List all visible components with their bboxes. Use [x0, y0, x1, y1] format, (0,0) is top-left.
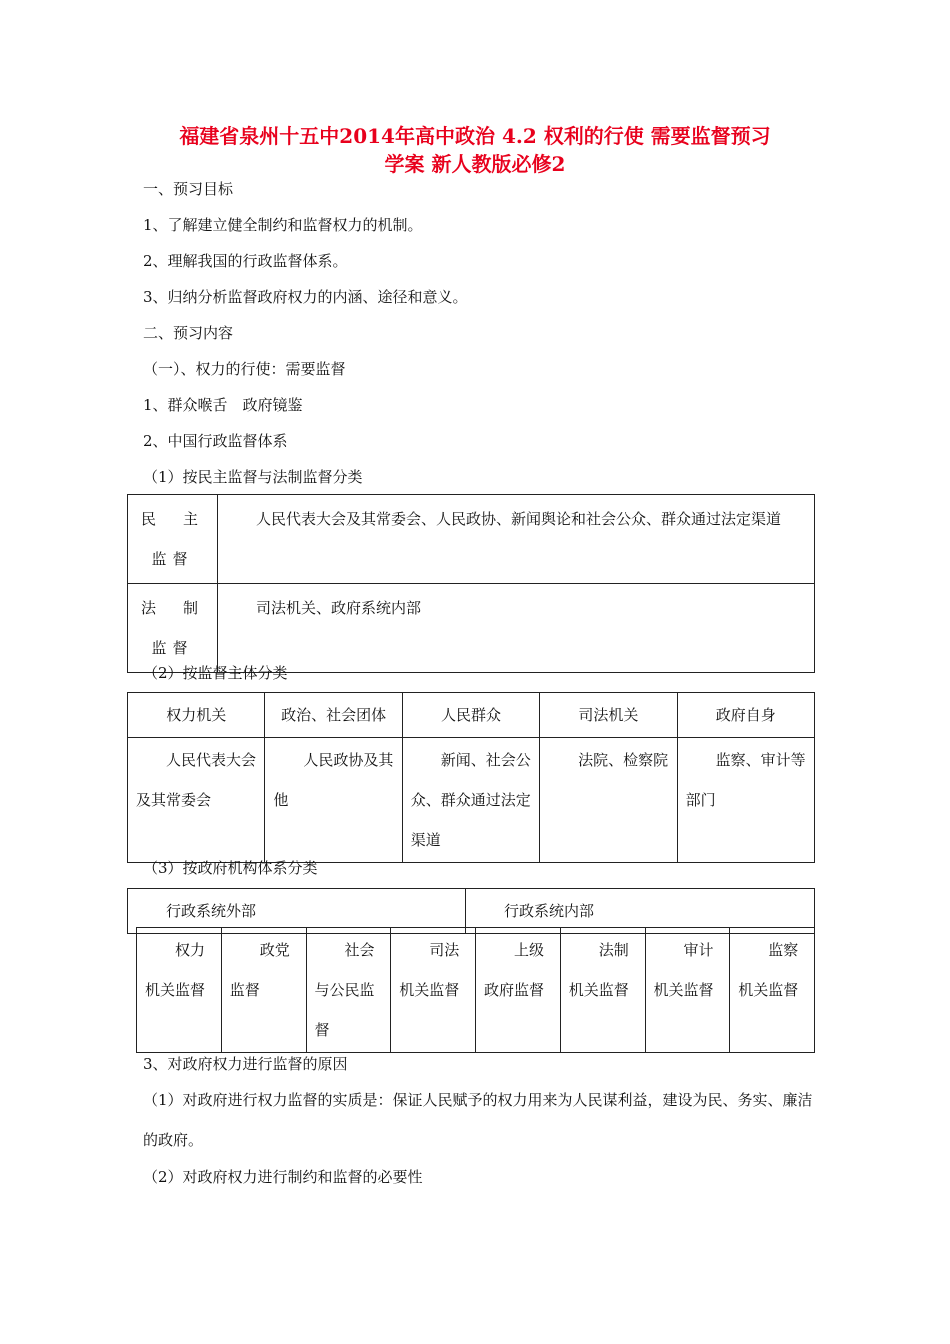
column-header: 政府自身 [677, 693, 814, 738]
column-header: 司法机关 [540, 693, 677, 738]
column-header: 权力机关 [128, 693, 265, 738]
table-row [128, 738, 815, 863]
table-cell: 社会与公民监督 [306, 928, 391, 1053]
table-row [137, 928, 815, 1053]
table-cell: 法院、检察院 [540, 738, 677, 863]
document-title-line2: 学案 新人教版必修2 [384, 152, 566, 176]
table-row [128, 584, 815, 673]
table-democratic-legal [127, 494, 815, 673]
table-system-bodies [136, 927, 815, 1053]
reason-2: （2）对政府权力进行制约和监督的必要性 [143, 1168, 423, 1186]
category-3-label: （3）按政府机构体系分类 [143, 859, 318, 877]
table-supervision-subjects [127, 692, 815, 863]
column-header: 政治、社会团体 [265, 693, 402, 738]
table-cell: 人民政协及其他 [265, 738, 402, 863]
table-row [128, 495, 815, 584]
table-cell: 法制机关监督 [560, 928, 645, 1053]
table-header-row [128, 693, 815, 738]
column-header: 行政系统内部 [466, 889, 815, 934]
table-cell: 司法机关监督 [391, 928, 476, 1053]
row-label: 法 制监督 [128, 584, 218, 673]
section-heading-content: 二、预习内容 [143, 324, 234, 342]
subheading-power-use: （一）、权力的行使：需要监督 [143, 360, 346, 378]
table-cell: 新闻、社会公众、群众通过法定渠道 [402, 738, 539, 863]
goal-item-1: 1、了解建立健全制约和监督权力的机制。 [143, 216, 423, 234]
table-cell: 监察、审计等部门 [677, 738, 814, 863]
point-2: 2、中国行政监督体系 [143, 432, 288, 450]
column-header: 人民群众 [402, 693, 539, 738]
column-header: 行政系统外部 [128, 889, 466, 934]
goal-item-2: 2、理解我国的行政监督体系。 [143, 252, 348, 270]
document-title-line1: 福建省泉州十五中2014年高中政治 4.2 权利的行使 需要监督预习 [179, 124, 771, 148]
table-cell: 政党监督 [221, 928, 306, 1053]
goal-item-3: 3、归纳分析监督政府权力的内涵、途径和意义。 [143, 288, 468, 306]
point-3: 3、对政府权力进行监督的原因 [143, 1055, 348, 1073]
section-heading-goals: 一、预习目标 [143, 180, 234, 198]
row-content: 人民代表大会及其常委会、人民政协、新闻舆论和社会公众、群众通过法定渠道 [218, 495, 815, 584]
category-2-label: （2）按监督主体分类 [143, 664, 288, 682]
table-cell: 上级政府监督 [476, 928, 561, 1053]
point-1: 1、群众喉舌 政府镜鉴 [143, 396, 303, 414]
row-content: 司法机关、政府系统内部 [218, 584, 815, 673]
table-cell: 权力机关监督 [137, 928, 222, 1053]
category-1-label: （1）按民主监督与法制监督分类 [143, 468, 363, 486]
table-cell: 审计机关监督 [645, 928, 730, 1053]
table-cell: 监察机关监督 [730, 928, 815, 1053]
row-label: 民 主监督 [128, 495, 218, 584]
table-cell: 人民代表大会及其常委会 [128, 738, 265, 863]
reason-1: （1）对政府进行权力监督的实质是：保证人民赋予的权力用来为人民谋利益，建设为民、务实、廉洁的政府。 [143, 1091, 813, 1149]
